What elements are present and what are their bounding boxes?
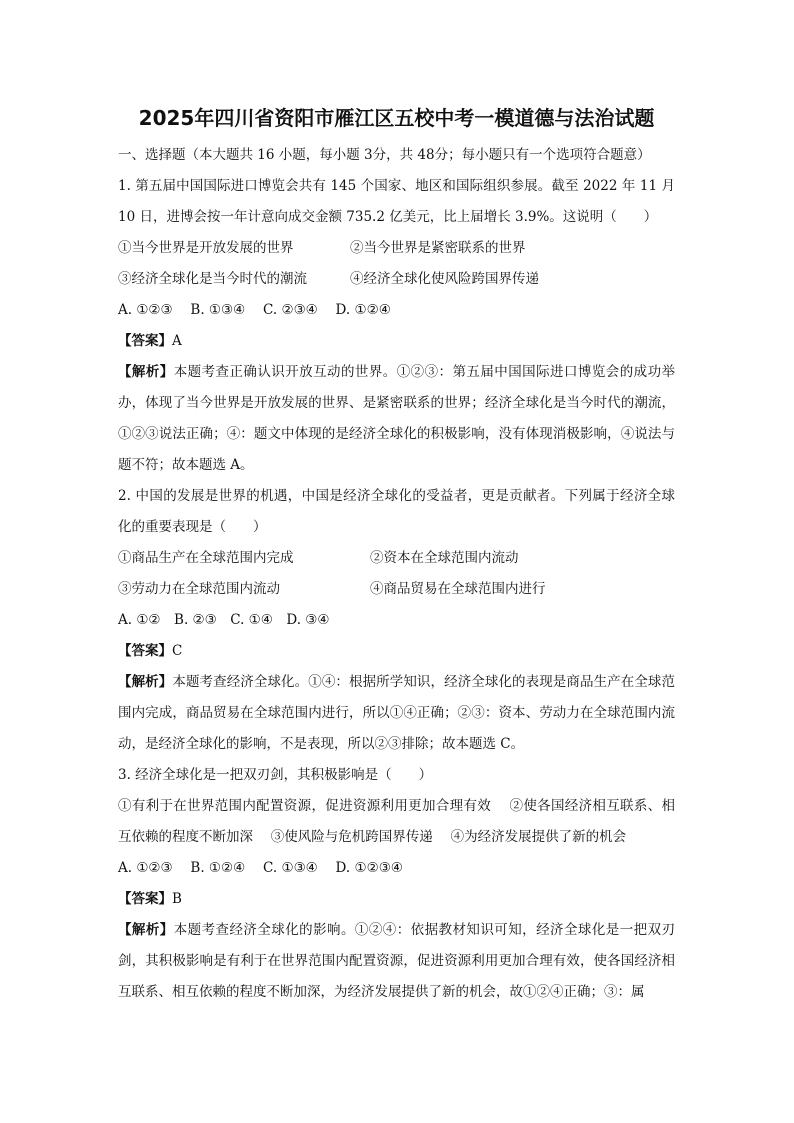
page-content: [118, 104, 675, 1008]
section-heading: 一、选择题（本大题共 16 小题，每小题 3分，共 48分；每小题只有一个选项符合题意）: [118, 147, 651, 163]
answer-label: 【答案】: [118, 891, 172, 907]
question-3-stem: 3. 经济全球化是一把双刃剑，其积极影响是（ ）: [118, 767, 433, 783]
question-1-option-1: ①当今世界是开放发展的世界: [118, 240, 294, 256]
question-1-choices: A. ①②③ B. ①③④ C. ②③④ D. ①②④: [118, 302, 391, 318]
analysis-label: 【解析】: [118, 922, 174, 938]
page-title: 2025年四川省资阳市雁江区五校中考一模道德与法治试题: [138, 106, 655, 130]
question-2-option-4: ④商品贸易在全球范围内进行: [370, 581, 546, 597]
question-2-choices: A. ①② B. ②③ C. ①④ D. ③④: [118, 612, 330, 628]
question-3-analysis: [118, 915, 675, 1008]
answer-label: 【答案】: [118, 643, 172, 659]
question-1-stem: 1. 第五届中国国际进口博览会共有 145 个国家、地区和国际组织参展。截至 2022 年 11 月 10 日，进博会按一年计意向成交金额 735.2 亿美元，比上届增长 3.9%。这说明（ ）: [118, 178, 675, 225]
question-2-option-3: ③劳动力在全球范围内流动: [118, 581, 280, 597]
question-2-answer: [118, 636, 675, 667]
question-1-option-4: ④经济全球化使风险跨国界传递: [350, 271, 539, 287]
question-1-options-row-2: [118, 264, 675, 295]
analysis-text: 本题考查经济全球化。①④：根据所学知识，经济全球化的表现是商品生产在全球范围内完成，商品贸易在全球范围内进行，所以①④正确；②③：资本、劳动力在全球范围内流动，是经济全球化的影响，不是表现，所以②③排除；故本题选 C。: [118, 674, 676, 752]
answer-value: A: [172, 333, 182, 349]
question-1-option-2: ②当今世界是紧密联系的世界: [350, 240, 526, 256]
question-2-analysis: [118, 667, 675, 760]
question-2-options-row-1: [118, 543, 675, 574]
question-2-option-2: ②资本在全球范围内流动: [370, 550, 519, 566]
analysis-label: 【解析】: [118, 674, 173, 690]
question-1-answer: [118, 326, 675, 357]
analysis-text: 本题考查经济全球化的影响。①②④：依据教材知识可知，经济全球化是一把双刃剑，其积极影响是有利于在世界范围内配置资源，促进资源利用更加合理有效，使各国经济相互联系、相互依赖的程度不断加深，为经济发展提供了新的机会，故①②④正确；③：属: [118, 922, 676, 1000]
question-1-analysis: [118, 357, 675, 481]
question-2-stem: 2. 中国的发展是世界的机遇，中国是经济全球化的受益者，更是贡献者。下列属于经济全球化的重要表现是（ ）: [118, 488, 675, 535]
analysis-text: 本题考查正确认识开放互动的世界。①②③：第五届中国国际进口博览会的成功举办，体现了当今世界是开放发展的世界、是紧密联系的世界；经济全球化是当今时代的潮流，①②③说法正确；④：题文中体现的是经济全球化的积极影响，没有体现消极影响，④说法与题不符；故本题选 A。: [118, 364, 676, 473]
answer-value: B: [172, 891, 182, 907]
question-3-answer: [118, 884, 675, 915]
question-2-options-row-2: [118, 574, 675, 605]
answer-label: 【答案】: [118, 333, 172, 349]
question-3-options: ①有利于在世界范围内配置资源，促进资源利用更加合理有效 ②使各国经济相互联系、相互依赖的程度不断加深 ③使风险与危机跨国界传递 ④为经济发展提供了新的机会: [118, 798, 675, 845]
question-2-option-1: ①商品生产在全球范围内完成: [118, 550, 294, 566]
answer-value: C: [172, 643, 183, 659]
analysis-label: 【解析】: [118, 364, 174, 380]
question-1-options-row-1: [118, 233, 675, 264]
question-1-option-3: ③经济全球化是当今时代的潮流: [118, 271, 307, 287]
question-3-choices: A. ①②③ B. ①②④ C. ①③④ D. ①②③④: [118, 860, 403, 876]
